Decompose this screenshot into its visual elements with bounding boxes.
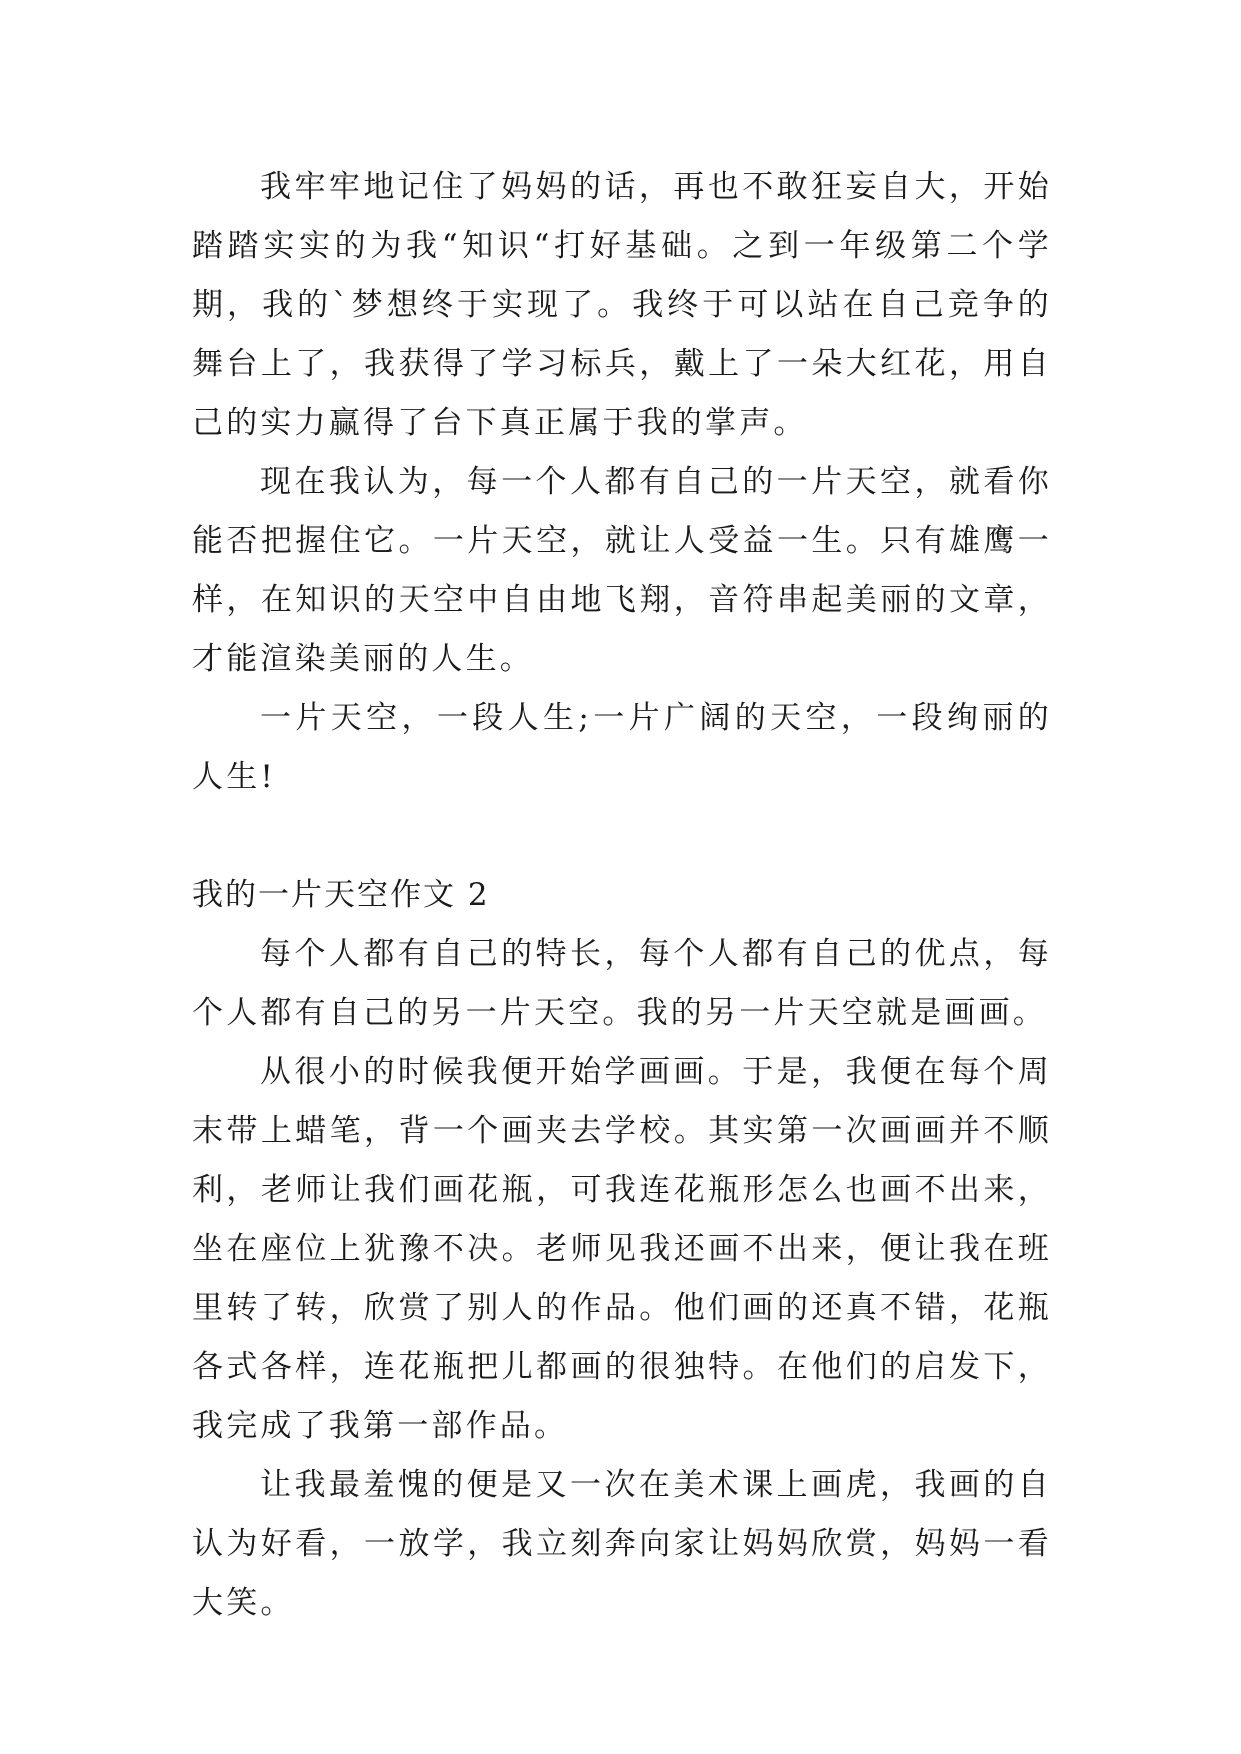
document-body [192, 158, 1052, 1633]
paragraph-own-sky: 现在我认为，每一个人都有自己的一片天空，就看你能否把握住它。一片天空，就让人受益一生。只有雄鹰一样，在知识的天空中自由地飞翔，音符串起美丽的文章，才能渲染美丽的人生。 [192, 464, 1052, 677]
paragraph-remember-words: 我牢牢地记住了妈妈的话，再也不敢狂妄自大，开始踏踏实实的为我“知识“打好基础。之到一年级第二个学期，我的`梦想终于实现了。我终于可以站在自己竞争的舞台上了，我获得了学习标兵，戴上了一朵大红花，用自己的实力赢得了台下真正属于我的掌声。 [192, 169, 1052, 441]
paragraph-learning-drawing: 从很小的时候我便开始学画画。于是，我便在每个周末带上蜡笔，背一个画夹去学校。其实第一次画画并不顺利，老师让我们画花瓶，可我连花瓶形怎么也画不出来，坐在座位上犹豫不决。老师见我还画不出来，便让我在班里转了转，欣赏了别人的作品。他们画的还真不错，花瓶各式各样，连花瓶把儿都画的很独特。在他们的启发下，我完成了我第一部作品。 [192, 1054, 1052, 1444]
section-title: 我的一片天空作文 2 [192, 877, 490, 913]
paragraph-drawing-tiger: 让我最羞愧的便是又一次在美术课上画虎，我画的自认为好看，一放学，我立刻奔向家让妈妈欣赏，妈妈一看大笑。 [192, 1467, 1052, 1621]
paragraph-strengths: 每个人都有自己的特长，每个人都有自己的优点，每个人都有自己的另一片天空。我的另一片天空就是画画。 [192, 936, 1052, 1031]
paragraph-one-sky-one-life: 一片天空，一段人生;一片广阔的天空，一段绚丽的人生! [192, 700, 1052, 795]
